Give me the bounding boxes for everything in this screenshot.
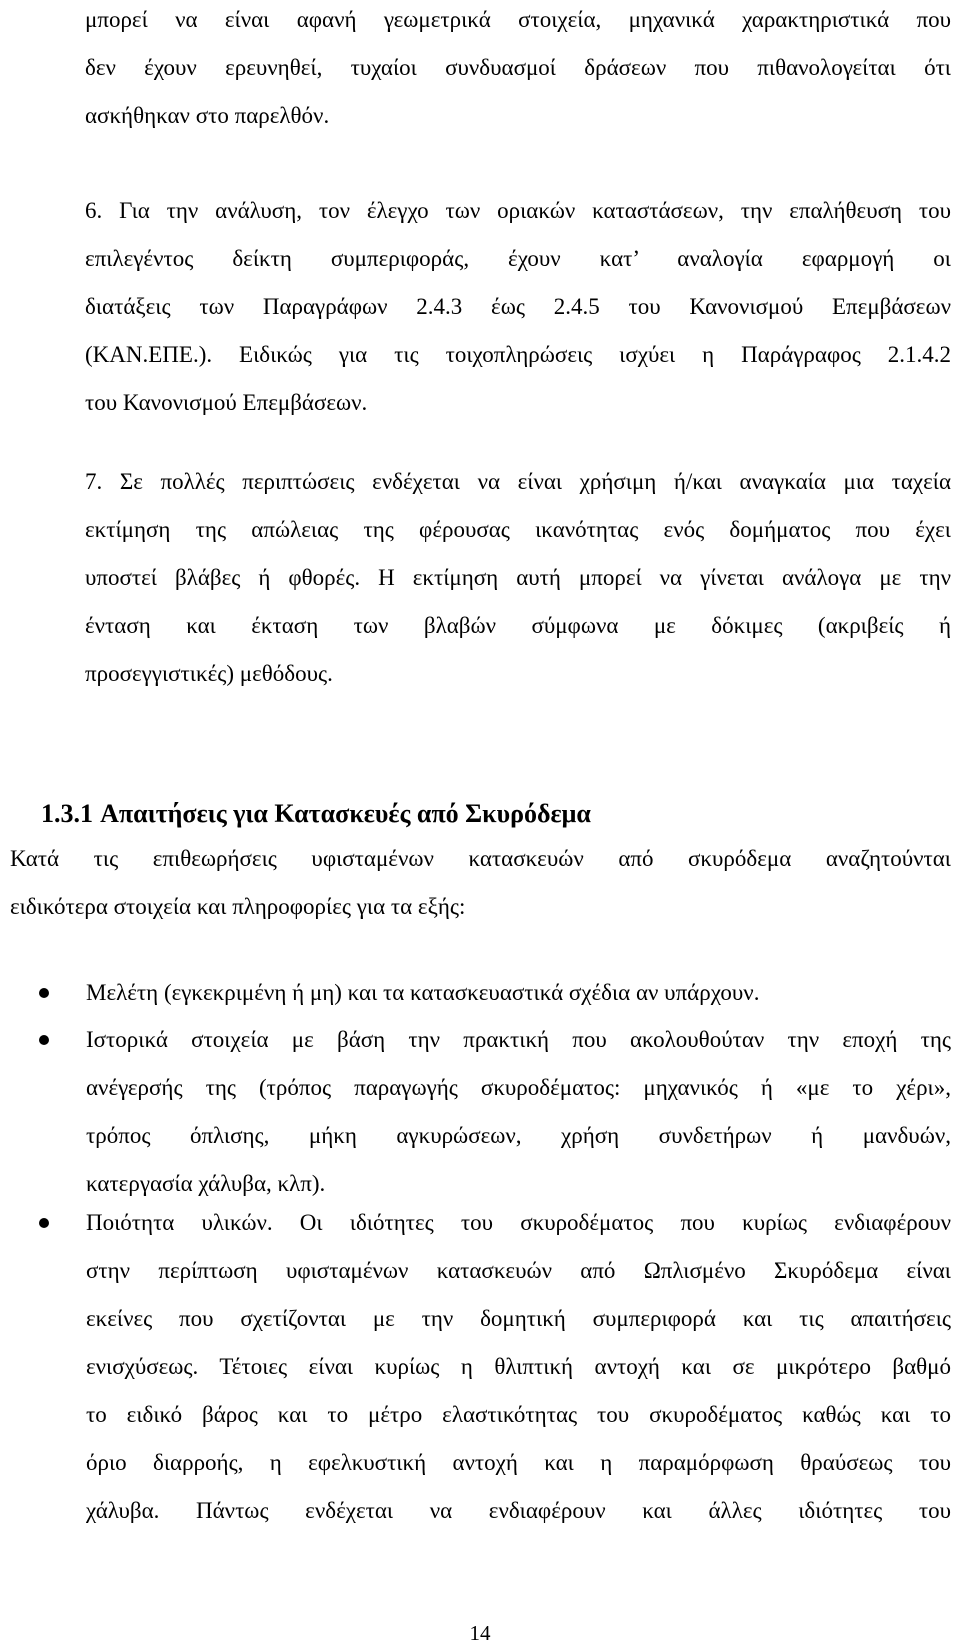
- list-item: [86, 1016, 951, 1208]
- text-line: κατεργασία χάλυβα, κλπ).: [86, 1171, 326, 1196]
- numbered-item-7: [85, 458, 951, 698]
- text-line: Ιστορικά στοιχεία με βάση την πρακτική που ακολουθούταν την εποχή της: [86, 1027, 951, 1052]
- text-line: προσεγγιστικές) μεθόδους.: [85, 661, 333, 686]
- text-line: όριο διαρροής, η εφελκυστική αντοχή και η παραμόρφωση θραύσεως του: [86, 1450, 951, 1475]
- continuation-paragraph: [85, 0, 951, 140]
- bullet-icon: [39, 1035, 49, 1045]
- text-line: Ποιότητα υλικών. Οι ιδιότητες του σκυροδέματος που κυρίως ενδιαφέρουν: [86, 1210, 951, 1235]
- text-line: διατάξεις των Παραγράφων 2.4.3 έως 2.4.5 του Κανονισμού Επεμβάσεων: [85, 294, 951, 319]
- list-item: [86, 1199, 951, 1535]
- bullet-icon: [39, 988, 49, 998]
- text-line: ασκήθηκαν στο παρελθόν.: [85, 103, 330, 128]
- text-line: τρόπος όπλισης, μήκη αγκυρώσεων, χρήση συνδετήρων ή μανδυών,: [86, 1123, 951, 1148]
- text-line: χάλυβα. Πάντως ενδέχεται να ενδιαφέρουν και άλλες ιδιότητες του: [86, 1498, 951, 1523]
- text-line: ειδικότερα στοιχεία και πληροφορίες για τα εξής:: [10, 894, 466, 919]
- intro-paragraph: [10, 835, 951, 931]
- text-line: στην περίπτωση υφισταμένων κατασκευών από Ωπλισμένο Σκυρόδεμα είναι: [86, 1258, 951, 1283]
- text-line: (ΚΑΝ.ΕΠΕ.). Ειδικώς για τις τοιχοπληρώσεις ισχύει η Παράγραφος 2.1.4.2: [85, 342, 951, 367]
- bullet-icon: [39, 1218, 49, 1228]
- text-line: Κατά τις επιθεωρήσεις υφισταμένων κατασκευών από σκυρόδεμα αναζητούνται: [10, 846, 951, 871]
- text-line: του Κανονισμού Επεμβάσεων.: [85, 390, 368, 415]
- text-line: μπορεί να είναι αφανή γεωμετρικά στοιχεία, μηχανικά χαρακτηριστικά που: [85, 7, 951, 32]
- text-line: ένταση και έκταση των βλαβών σύμφωνα με δόκιμες (ακριβείς ή: [85, 613, 951, 638]
- text-line: εκείνες που σχετίζονται με την δομητική συμπεριφορά και τις απαιτήσεις: [86, 1306, 951, 1331]
- page-number: 14: [469, 1621, 491, 1645]
- text-line: δεν έχουν ερευνηθεί, τυχαίοι συνδυασμοί δράσεων που πιθανολογείται ότι: [85, 55, 951, 80]
- text-line: ενισχύσεως. Τέτοιες είναι κυρίως η θλιπτική αντοχή και σε μικρότερο βαθμό: [86, 1354, 951, 1379]
- list-item: [86, 969, 951, 1017]
- text-line: Μελέτη (εγκεκριμένη ή μη) και τα κατασκευαστικά σχέδια αν υπάρχουν.: [86, 980, 760, 1005]
- section-number: 1.3.1: [41, 799, 93, 828]
- numbered-item-6: [85, 187, 951, 427]
- text-line: 7. Σε πολλές περιπτώσεις ενδέχεται να είναι χρήσιμη ή/και αναγκαία μια ταχεία: [85, 469, 951, 494]
- text-line: 6. Για την ανάλυση, τον έλεγχο των οριακών καταστάσεων, την επαλήθευση του: [85, 198, 951, 223]
- text-line: το ειδικό βάρος και το μέτρο ελαστικότητας του σκυροδέματος καθώς και το: [86, 1402, 951, 1427]
- section-title: Απαιτήσεις για Κατασκευές από Σκυρόδεμα: [100, 799, 591, 828]
- section-heading: [41, 794, 591, 834]
- text-line: επιλεγέντος δείκτη συμπεριφοράς, έχουν κατ’ αναλογία εφαρμογή οι: [85, 246, 951, 271]
- text-line: εκτίμηση της απώλειας της φέρουσας ικανότητας ενός δομήματος που έχει: [85, 517, 951, 542]
- text-line: ανέγερσής της (τρόπος παραγωγής σκυροδέματος: μηχανικός ή «με το χέρι»,: [86, 1075, 951, 1100]
- text-line: υποστεί βλάβες ή φθορές. Η εκτίμηση αυτή μπορεί να γίνεται ανάλογα με την: [85, 565, 951, 590]
